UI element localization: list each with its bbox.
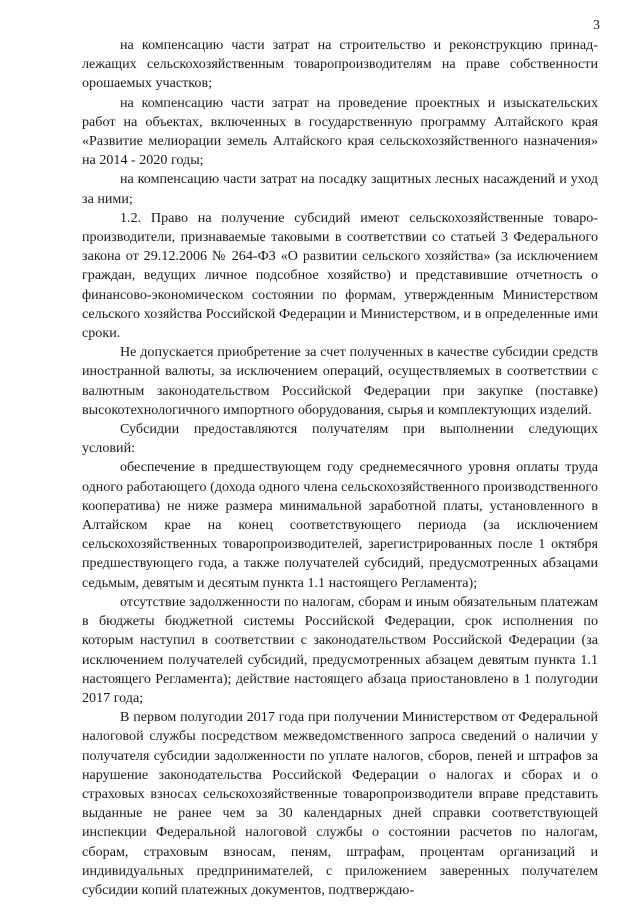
paragraph: 1.2. Право на получение субсидий имеют сельскохозяйственные товаропроизводители, признаваемые таковыми в соответствии со статьей 3 Федерального закона от 29.12.2006 № 264-ФЗ «О развитии сельского хозяйства» (за исключением граждан, ведущих личное подсобное хозяйство) и представившие отчетность о финансово-экономическом состоянии по формам, утвержденным Министерством сельского хозяйства Российской Федерации и Министерством, и в определенные ими сроки.	[82, 209, 598, 342]
paragraph: Субсидии предоставляются получателям при выполнении следующих условий:	[82, 421, 598, 457]
paragraph: отсутствие задолженности по налогам, сборам и иным обязательным платежам в бюджеты бюджетной системы Российской Федерации, срок исполнения по которым наступил в соответствии с законодательством Российской Федерации (за исключением получателей субсидий, предусмотренных абзацем девятым пункта 1.1 настоящего Регламента); действие настоящего абзаца приостановлено в 1 полугодии 2017 года;	[82, 593, 598, 706]
paragraph: Не допускается приобретение за счет полученных в качестве субсидии средств иностранной валюты, за исключением операций, осуществляемых в соответствии с валютным законодательством Российской Федерации при закупке (поставке) высокотехнологичного импортного оборудования, сырья и комплектующих изделий.	[82, 344, 598, 418]
paragraph: обеспечение в предшествующем году среднемесячного уровня оплаты труда одного работающего (дохода одного члена сельскохозяйственного производственного кооператива) не ниже размера минимальной заработной платы, установленного в Алтайском крае на конец соответствующего периода (за исключением сельскохозяйственных товаропроизводителей, зарегистрированных после 1 октября предшествующего года, а также получателей субсидий, предусмотренных абзацами седьмым, девятым и десятым пункта 1.1 настоящего Регламента);	[82, 459, 598, 591]
document-body	[82, 36, 598, 900]
paragraph: на компенсацию части затрат на строительство и реконструкцию принадлежащих сельскохозяйственным товаропроизводителям на праве собственности орошаемых участков;	[82, 37, 598, 92]
paragraph: В первом полугодии 2017 года при получении Министерством от Федеральной налоговой службы посредством межведомственного запроса сведений о наличии у получателя субсидии задолженности по уплате налогов, сборов, пеней и штрафов за нарушение законодательства Российской Федерации о налогах и сборах и о страховых взносах сельскохозяйственные товаропроизводители вправе представить выданные не ранее чем за 30 календарных дней справки соответствующей инспекции Федеральной налоговой службы о состоянии расчетов по налогам, сборам, страховым взносам, пеням, штрафам, процентам организаций и индивидуальных предпринимателей, с приложением заверенных получателем субсидии копий платежных документов, подтверждаю-	[82, 709, 598, 898]
paragraph: на компенсацию части затрат на посадку защитных лесных насаждений и уход за ними;	[82, 171, 598, 207]
page-number: 3	[593, 18, 600, 33]
paragraph: на компенсацию части затрат на проведение проектных и изыскательских работ на объектах, включенных в государственную программу Алтайского края «Развитие мелиорации земель Алтайского края сельскохозяйственного назначения» на 2014 - 2020 годы;	[82, 94, 598, 169]
